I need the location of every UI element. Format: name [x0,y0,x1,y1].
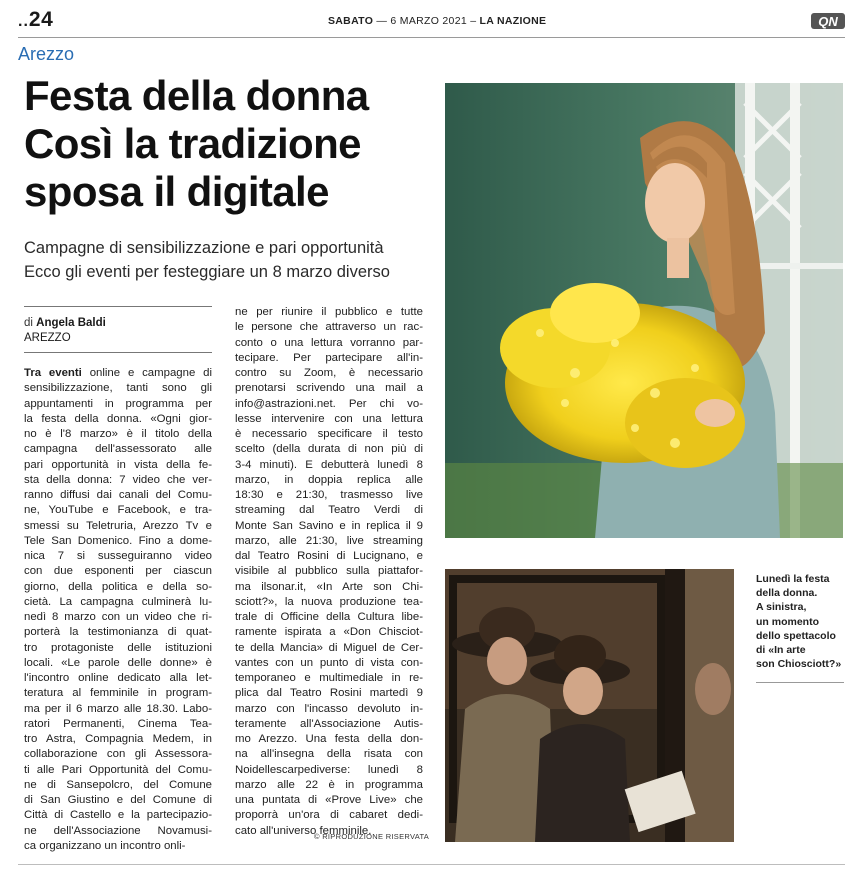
dateline-sep-2: – [470,15,477,27]
text-line: mo Arezzo. Una festa della don- [235,733,423,745]
caption-line: Lunedì la festa [756,573,830,585]
text-line: è necessario specificare il testo [235,428,423,440]
caption-line: son Chiosciott?» [756,658,842,671]
text-span: online e campagne di [89,367,212,379]
page-number [18,8,53,32]
headline-line: Così la tradizione [24,120,361,167]
dateline-paper: LA NAZIONE [479,15,547,27]
byline-author: Angela Baldi [36,317,106,329]
text-line: ne dell'Associazione Novamusi- [24,824,212,837]
footer-rule [18,864,845,865]
copyright-notice: © RIPRODUZIONE RISERVATA [314,832,430,841]
text-line: plica dal Teatro Rosini martedì 9 [235,687,423,700]
text-line: dal Teatro Rosini di Lucignano, e [235,550,423,562]
text-line: marzo, alle 21:30, live streaming [235,534,423,547]
text-line: una puntata di «Prove Live» che [235,794,423,806]
text-line: teratura al femminile in program- [24,687,212,700]
text-line: la festa della donna. «Ogni gior- [24,412,212,425]
text-line: appuntamenti in programma per [24,397,212,410]
text-line: trale di Officine della Cultura libe- [235,611,423,623]
text-line: le persone che attraverso un rac- [235,321,423,334]
text-line: conto o una lettura vorranno par- [235,336,423,349]
text-line: na all'insegna della risata con [235,748,423,761]
text-line: marzo con l'incasso devoluto in- [235,702,423,715]
text-line: Tele San Domenico. Fino a dome- [24,534,212,547]
caption-rule [756,682,844,683]
article-headline [24,72,439,216]
text-line: lesse intervenire con una lettura [235,412,423,425]
section-label[interactable]: Arezzo [18,44,75,64]
text-line: l'incontro online dedicato alla let- [24,672,212,684]
text-line: marzo alle 22 è in programma [235,778,423,791]
text-line: ne per riunire il pubblico e tutte [235,306,423,318]
text-line: streaming dal Teatro Verdi di [235,504,423,517]
lead-in: Tra eventi [24,367,82,379]
text-line: ma per il 6 marzo alle 18.30. Labo- [24,702,212,715]
page-number-value: 24 [28,8,54,31]
dateline [328,15,546,27]
text-line: ratori Permanenti, Cinema Tea- [24,717,212,730]
text-line: prenotarsi scrivendo una mail a [235,382,423,395]
byline-rule-top [24,306,212,307]
page-number-dots: .. [18,13,29,30]
text-line: smessi su Teletruria, Arezzo Tv e [24,519,212,532]
text-line: tro Astra, Compagnia Medem, in [24,733,212,745]
headline-line: sposa il digitale [24,168,329,215]
text-line: con due esponenti per ciascun [24,565,212,578]
text-line: nica 7 si susseguiranno video [24,550,212,562]
text-line: 3-4 minuti). E debutterà lunedì 8 [235,458,423,471]
text-line: visibile al pubblico sulla piattafor- [235,565,423,578]
text-line: 18:30 e 21:30, trasmesso live [235,489,423,501]
caption-line: della donna. [756,587,818,600]
article-subhead [24,236,444,284]
subhead-line: Ecco gli eventi per festeggiare un 8 marzo diverso [24,263,390,281]
text-line: collaborazione con gli Assessora- [24,748,212,761]
byline-prefix: di [24,317,33,329]
text-line [24,366,212,381]
text-line: scelto (della durata di non più di [235,443,423,456]
text-line: locali. «Le parole delle donne» è [24,656,212,669]
text-line: proporrà un'ora di cabaret dedi- [235,809,423,822]
text-line: ramente ispirata a «Don Chisciot- [235,626,423,639]
photo-theatre-scene [445,569,734,842]
text-line: sciott?», la nuova produzione tea- [235,595,423,608]
dateline-date: 6 MARZO 2021 [390,15,467,27]
header-rule [18,37,845,38]
text-line: tro protagoniste delle istituzioni [24,641,212,654]
text-line: contro su Zoom, è necessario [235,367,423,379]
text-line: ma ilsonar.it, «In Arte son Chi- [235,580,423,593]
text-line: Noidellescarpediverse: lunedì 8 [235,763,423,776]
text-line: info@astrazioni.net. Per chi vo- [235,397,423,410]
photo-caption [756,572,852,671]
dateline-day: SABATO [328,15,374,27]
caption-line: A sinistra, [756,601,807,614]
photo-woman-mimosa [445,83,843,538]
text-line: campagna dell'assessorato alle [24,443,212,456]
text-line: ranno diffusi dai canali del Comu- [24,489,212,501]
dateline-sep-1: — [376,15,388,27]
byline-rule-bottom [24,352,212,353]
headline-line: Festa della donna [24,72,369,119]
text-line: temporaneo e multimediale in re- [235,672,423,684]
text-line: cato all'universo femminile. [235,824,372,837]
text-line: tecipare. Per partecipare all'in- [235,351,423,364]
byline [24,316,106,346]
text-line: di San Giustino e del Comune di [24,794,212,806]
caption-line: di «In arte [756,644,806,657]
text-line: ca organizzano un incontro onli- [24,839,186,852]
qn-logo-text: QN [818,14,838,29]
text-line: ti alle Pari Opportunità del Comu- [24,763,212,776]
text-line: porterà la testimonianza di quat- [24,626,212,639]
text-line: te della Mancia» di Miguel de Cer- [235,641,423,654]
subhead-line: Campagne di sensibilizzazione e pari opportunità [24,239,384,257]
text-line: giorno, della politica e della so- [24,580,212,593]
text-line: no è l'8 marzo» è il titolo della [24,428,212,440]
text-line: cietà. La campagna culminerà lu- [24,595,212,608]
article-column-2 [235,305,423,839]
article-column-1 [24,366,212,854]
text-line: nedì 8 marzo con un video che ri- [24,611,212,623]
text-line: ne, YouTube e Facebook, e tra- [24,504,212,517]
text-line: vantes con un punto di vista con- [235,656,423,669]
text-line: sensibilizzazione, tanti sono gli [24,382,212,395]
caption-line: dello spettacolo [756,629,836,642]
qn-logo [811,12,845,30]
text-line: sta della donna: 7 video che ver- [24,473,212,486]
text-line: Città di Castello e la partecipazio- [24,809,212,822]
caption-line: un momento [756,615,819,628]
text-line: teramente all'Associazione Autis- [235,717,423,730]
byline-location: AREZZO [24,332,71,344]
text-line: Monte San Savino e in replica il 9 [235,519,423,532]
text-line: marzo, in doppia replica alle [235,473,423,486]
text-line: ne di Sansepolcro, del Comune [24,778,212,791]
text-line: pari opportunità in vista della fe- [24,458,212,471]
